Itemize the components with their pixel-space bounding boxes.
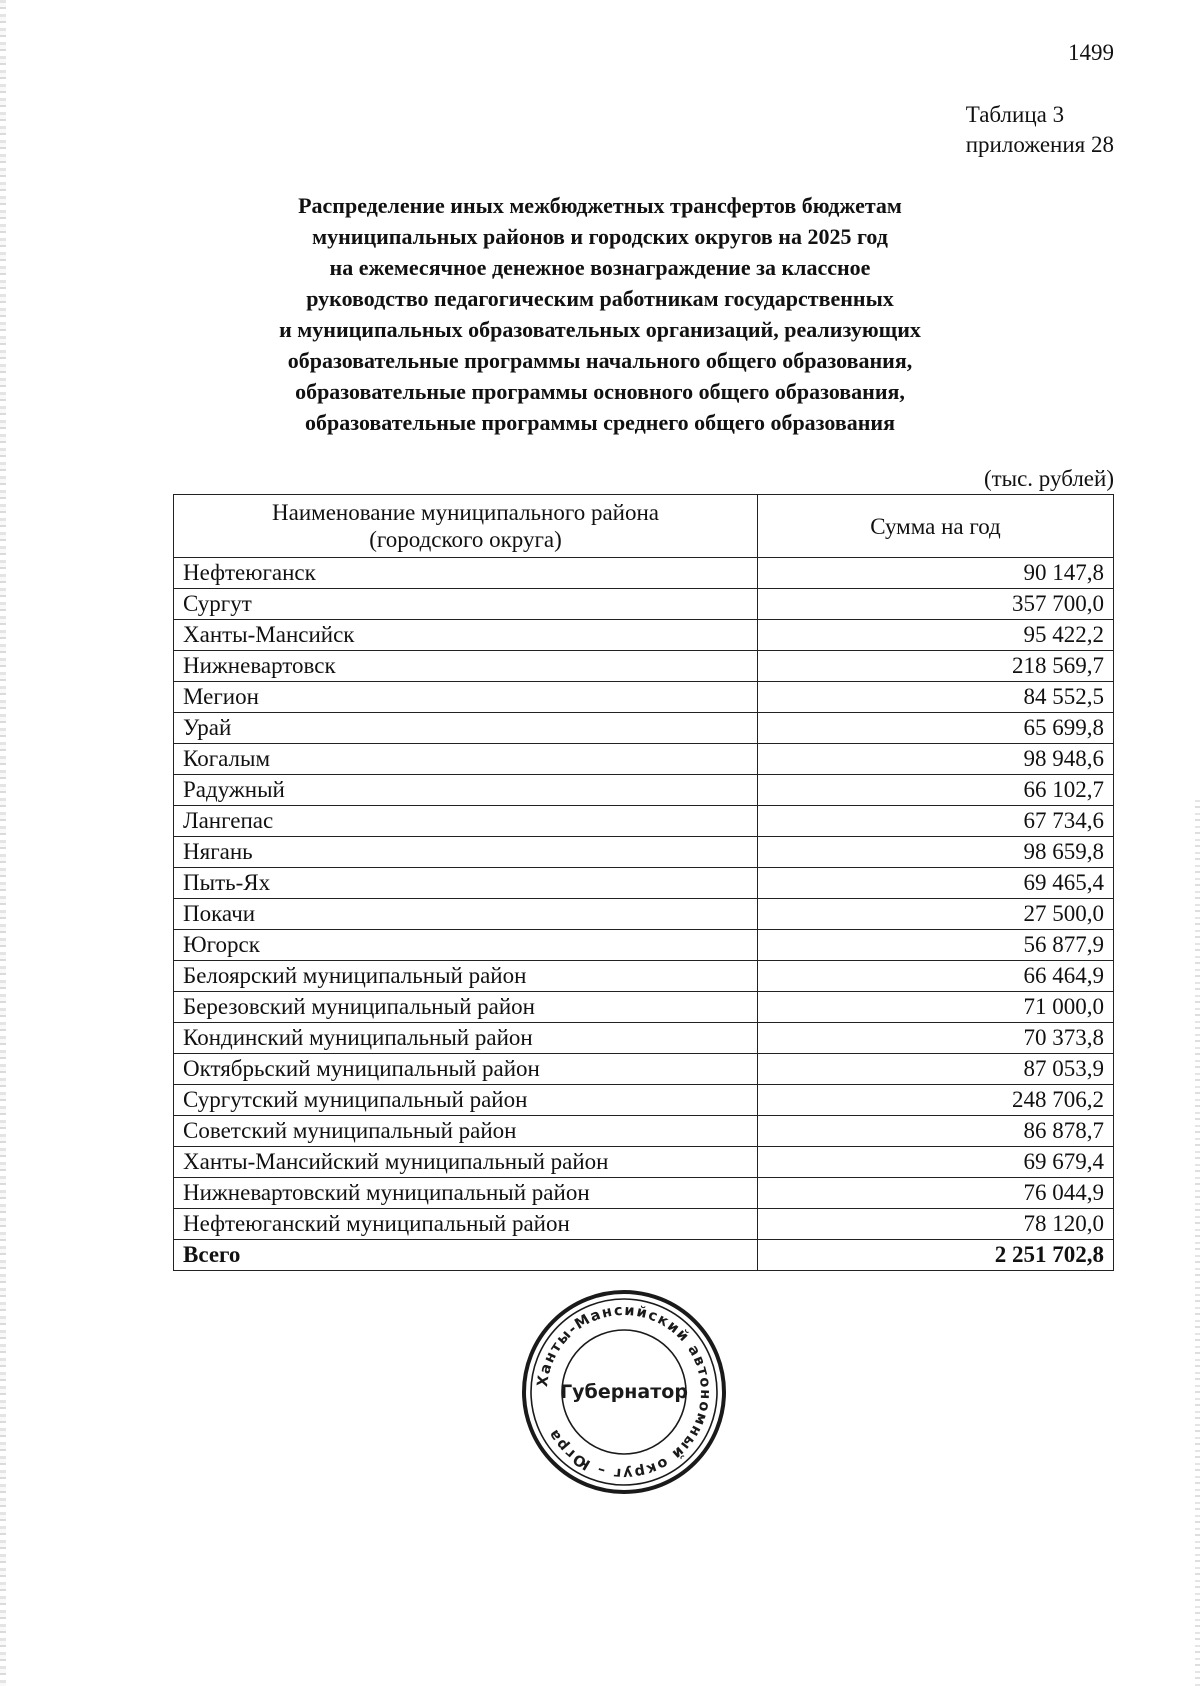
row-value: 218 569,7	[758, 651, 1114, 682]
title-line: муниципальных районов и городских округов на 2025 год	[312, 224, 888, 249]
row-name: Пыть-Ях	[174, 868, 758, 899]
table-row	[174, 651, 1114, 682]
table-row	[174, 744, 1114, 775]
table-caption-line2: приложения 28	[965, 132, 1114, 157]
scan-edge-right	[1195, 800, 1200, 1686]
title-line: Распределение иных межбюджетных трансфертов бюджетам	[298, 193, 902, 218]
row-value: 87 053,9	[758, 1054, 1114, 1085]
row-value: 27 500,0	[758, 899, 1114, 930]
table-row	[174, 558, 1114, 589]
title-line: на ежемесячное денежное вознаграждение за классное	[329, 255, 871, 280]
row-name: Мегион	[174, 682, 758, 713]
page-number: 1499	[1068, 40, 1114, 65]
row-name: Радужный	[174, 775, 758, 806]
table-caption-line1: Таблица 3	[965, 102, 1065, 127]
row-value: 84 552,5	[758, 682, 1114, 713]
table-row	[174, 806, 1114, 837]
table-row	[174, 775, 1114, 806]
row-name: Сургут	[174, 589, 758, 620]
document-title	[230, 190, 970, 438]
row-name: Ханты-Мансийский муниципальный район	[174, 1147, 758, 1178]
table-row	[174, 837, 1114, 868]
table-row	[174, 1209, 1114, 1240]
row-value: 71 000,0	[758, 992, 1114, 1023]
table-row	[174, 1147, 1114, 1178]
row-value: 98 948,6	[758, 744, 1114, 775]
row-value: 357 700,0	[758, 589, 1114, 620]
row-name: Березовский муниципальный район	[174, 992, 758, 1023]
table-row	[174, 1116, 1114, 1147]
total-row	[174, 1240, 1114, 1271]
row-value: 67 734,6	[758, 806, 1114, 837]
table-header-row	[174, 495, 1114, 558]
row-name: Белоярский муниципальный район	[174, 961, 758, 992]
table-row	[174, 1023, 1114, 1054]
row-value: 66 464,9	[758, 961, 1114, 992]
header-name	[174, 495, 758, 558]
row-value: 65 699,8	[758, 713, 1114, 744]
row-value: 90 147,8	[758, 558, 1114, 589]
seal-center-text: Губернатор	[560, 1381, 688, 1403]
table-row	[174, 930, 1114, 961]
header-sum: Сумма на год	[758, 495, 1114, 558]
header-name-line2: (городского округа)	[369, 527, 562, 552]
table-row	[174, 620, 1114, 651]
table-row	[174, 899, 1114, 930]
row-name: Урай	[174, 713, 758, 744]
row-value: 248 706,2	[758, 1085, 1114, 1116]
row-name: Югорск	[174, 930, 758, 961]
row-name: Нефтеюганск	[174, 558, 758, 589]
distribution-table	[173, 494, 1114, 1271]
row-name: Нягань	[174, 837, 758, 868]
row-value: 69 465,4	[758, 868, 1114, 899]
row-value: 56 877,9	[758, 930, 1114, 961]
table-row	[174, 682, 1114, 713]
row-value: 66 102,7	[758, 775, 1114, 806]
row-value: 86 878,7	[758, 1116, 1114, 1147]
title-line: и муниципальных образовательных организаций, реализующих	[279, 317, 921, 342]
table-row	[174, 992, 1114, 1023]
units-label: (тыс. рублей)	[983, 466, 1114, 491]
row-name: Покачи	[174, 899, 758, 930]
title-line: образовательные программы начального общего образования,	[287, 348, 913, 373]
table-row	[174, 961, 1114, 992]
title-line: образовательные программы основного общего образования,	[295, 379, 905, 404]
row-name: Ханты-Мансийск	[174, 620, 758, 651]
total-label: Всего	[174, 1240, 758, 1271]
header-name-line1: Наименование муниципального района	[272, 500, 659, 525]
row-name: Советский муниципальный район	[174, 1116, 758, 1147]
table-row	[174, 589, 1114, 620]
seal-ring-text: Ханты-Мансийский автономный округ – Югра	[535, 1302, 714, 1482]
scan-edge-left	[0, 0, 6, 1686]
table-row	[174, 868, 1114, 899]
title-line: образовательные программы среднего общего образования	[305, 410, 895, 435]
governor-seal	[520, 1288, 728, 1496]
row-name: Сургутский муниципальный район	[174, 1085, 758, 1116]
row-value: 69 679,4	[758, 1147, 1114, 1178]
row-name: Кондинский муниципальный район	[174, 1023, 758, 1054]
row-name: Нефтеюганский муниципальный район	[174, 1209, 758, 1240]
total-value: 2 251 702,8	[758, 1240, 1114, 1271]
table-row	[174, 1178, 1114, 1209]
row-name: Лангепас	[174, 806, 758, 837]
row-value: 95 422,2	[758, 620, 1114, 651]
table-row	[174, 1085, 1114, 1116]
table-caption	[966, 100, 1114, 160]
row-name: Нижневартовский муниципальный район	[174, 1178, 758, 1209]
row-name: Когалым	[174, 744, 758, 775]
table-row	[174, 713, 1114, 744]
row-value: 98 659,8	[758, 837, 1114, 868]
row-value: 70 373,8	[758, 1023, 1114, 1054]
row-value: 76 044,9	[758, 1178, 1114, 1209]
row-name: Октябрьский муниципальный район	[174, 1054, 758, 1085]
row-value: 78 120,0	[758, 1209, 1114, 1240]
table-row	[174, 1054, 1114, 1085]
row-name: Нижневартовск	[174, 651, 758, 682]
title-line: руководство педагогическим работникам государственных	[306, 286, 894, 311]
